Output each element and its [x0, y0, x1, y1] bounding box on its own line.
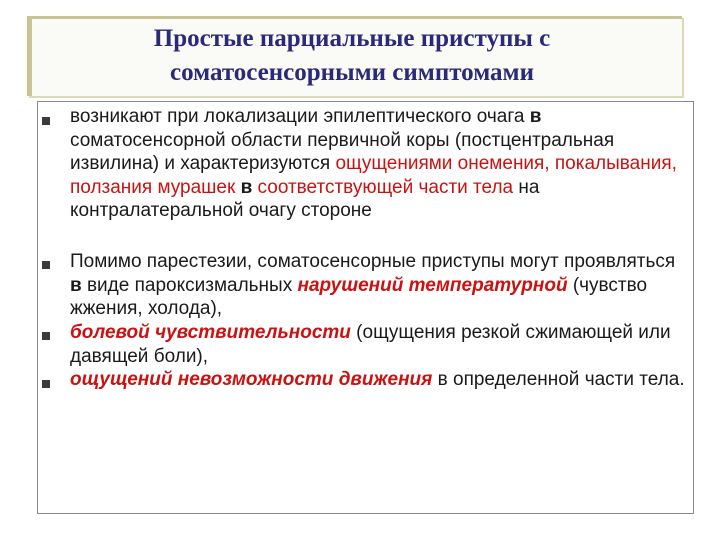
square-bullet-icon	[42, 332, 50, 340]
bullet-paragraph-1: возникают при локализации эпилептического очага в соматосенсорной области первичной коры (постцентральная извилина) и характеризуются ощущениями онемения, покалывания, ползания мурашек в соответствующей части тела на контралатеральной очагу стороне	[70, 106, 677, 221]
square-bullet-icon	[42, 117, 50, 125]
square-bullet-icon	[42, 380, 50, 388]
bullet-paragraph-4: ощущений невозможности движения в определенной части тела.	[70, 369, 685, 390]
slide-title-line-1: Простые парциальные приступы с	[153, 25, 551, 52]
slide-title	[27, 22, 677, 90]
slide-title-line-2: соматосенсорными симптомами	[170, 59, 534, 86]
bullet-paragraph-3: болевой чувствительности (ощущения резкой сжимающей или давящей боли),	[70, 322, 671, 367]
square-bullet-icon	[42, 261, 50, 269]
bullet-paragraph-2: Помимо парестезии, соматосенсорные приступы могут проявляться в виде пароксизмальных нарушений температурной (чувство жжения, холода),	[70, 251, 676, 319]
